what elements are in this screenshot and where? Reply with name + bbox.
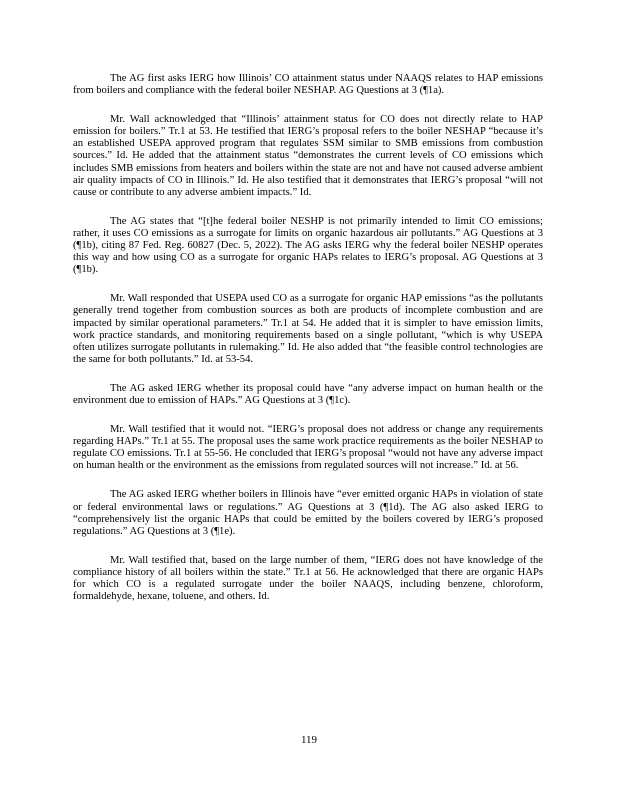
paragraph-wall-attainment-response: Mr. Wall acknowledged that “Illinois’ attainment status for CO does not directly relate to HAP emission for boilers.” Tr.1 at 53. He testified that IERG’s proposal refers to the boiler NESHAP “because it’s an established USEPA approved program that regulates SSM similar to SMB emissions from combustion sources.” Id. He added that the attainment status “demonstrates the current levels of CO emissions which includes SMB emissions from heaters and boilers within the state are not and have not caused adverse ambient air quality impacts of CO in Illinois.” Id. He also testified that it demonstrates that IERG’s proposal “will not cause or contribute to any adverse ambient impacts.” Id.	[73, 114, 543, 198]
document-body	[73, 73, 543, 620]
paragraph-ag-organic-haps-question: The AG asked IERG whether boilers in Illinois have “ever emitted organic HAPs in violation of state or federal environmental laws or regulations.” AG Questions at 3 (¶1d). The AG also asked IERG to “comprehensively list the organic HAPs that could be emitted by the boilers covered by IERG’s proposed regulations.” AG Questions at 3 (¶1e).	[73, 489, 543, 537]
paragraph-wall-organic-haps-response: Mr. Wall testified that, based on the large number of them, “IERG does not have knowledge of the compliance history of all boilers within the state.” Tr.1 at 56. He acknowledged that there are organic HAPs for which CO is a regulated surrogate under the boiler NAAQS, including benzene, chloroform, formaldehyde, hexane, toluene, and others. Id.	[73, 554, 543, 603]
paragraph-wall-surrogate-response: Mr. Wall responded that USEPA used CO as a surrogate for organic HAP emissions “as the pollutants generally trend together from combustion sources as both are products of incomplete combustion and are impacted by similar operational parameters.” Tr.1 at 54. He added that it is simpler to have emission limits, work practice standards, and monitoring requirements based on a single pollutant, “which is why USEPA often utilizes surrogate pollutants in rulemaking.” Id. He also added that “the feasible control technologies are the same for both pollutants.” Id. at 53-54.	[73, 293, 543, 365]
paragraph-ag-adverse-impact-question: The AG asked IERG whether its proposal could have “any adverse impact on human health or the environment due to emission of HAPs.” AG Questions at 3 (¶1c).	[73, 382, 543, 406]
page-number: 119	[300, 734, 318, 746]
paragraph-ag-surrogate-question: The AG states that “[t]he federal boiler NESHP is not primarily intended to limit CO emissions; rather, it uses CO emissions as a surrogate for limits on organic hazardous air pollutants.” AG Questions at 3 (¶1b), citing 87 Fed. Reg. 60827 (Dec. 5, 2022). The AG asks IERG why the federal boiler NESHP operates this way and how using CO as a surrogate for organic HAPs relates to IERG’s proposal. AG Questions at 3 (¶1b).	[73, 215, 543, 276]
paragraph-wall-adverse-impact-response: Mr. Wall testified that it would not. “IERG’s proposal does not address or change any requirements regarding HAPs.” Tr.1 at 55. The proposal uses the same work practice requirements as the boiler NESHAP to regulate CO emissions. Tr.1 at 55-56. He concluded that IERG’s proposal “would not have any adverse impact on human health or the environment as the emissions from regulated sources will not increase.” Id. at 56.	[73, 424, 543, 472]
paragraph-ag-co-attainment: The AG first asks IERG how Illinois’ CO attainment status under NAAQS relates to HAP emissions from boilers and compliance with the federal boiler NESHAP. AG Questions at 3 (¶1a).	[73, 73, 543, 97]
